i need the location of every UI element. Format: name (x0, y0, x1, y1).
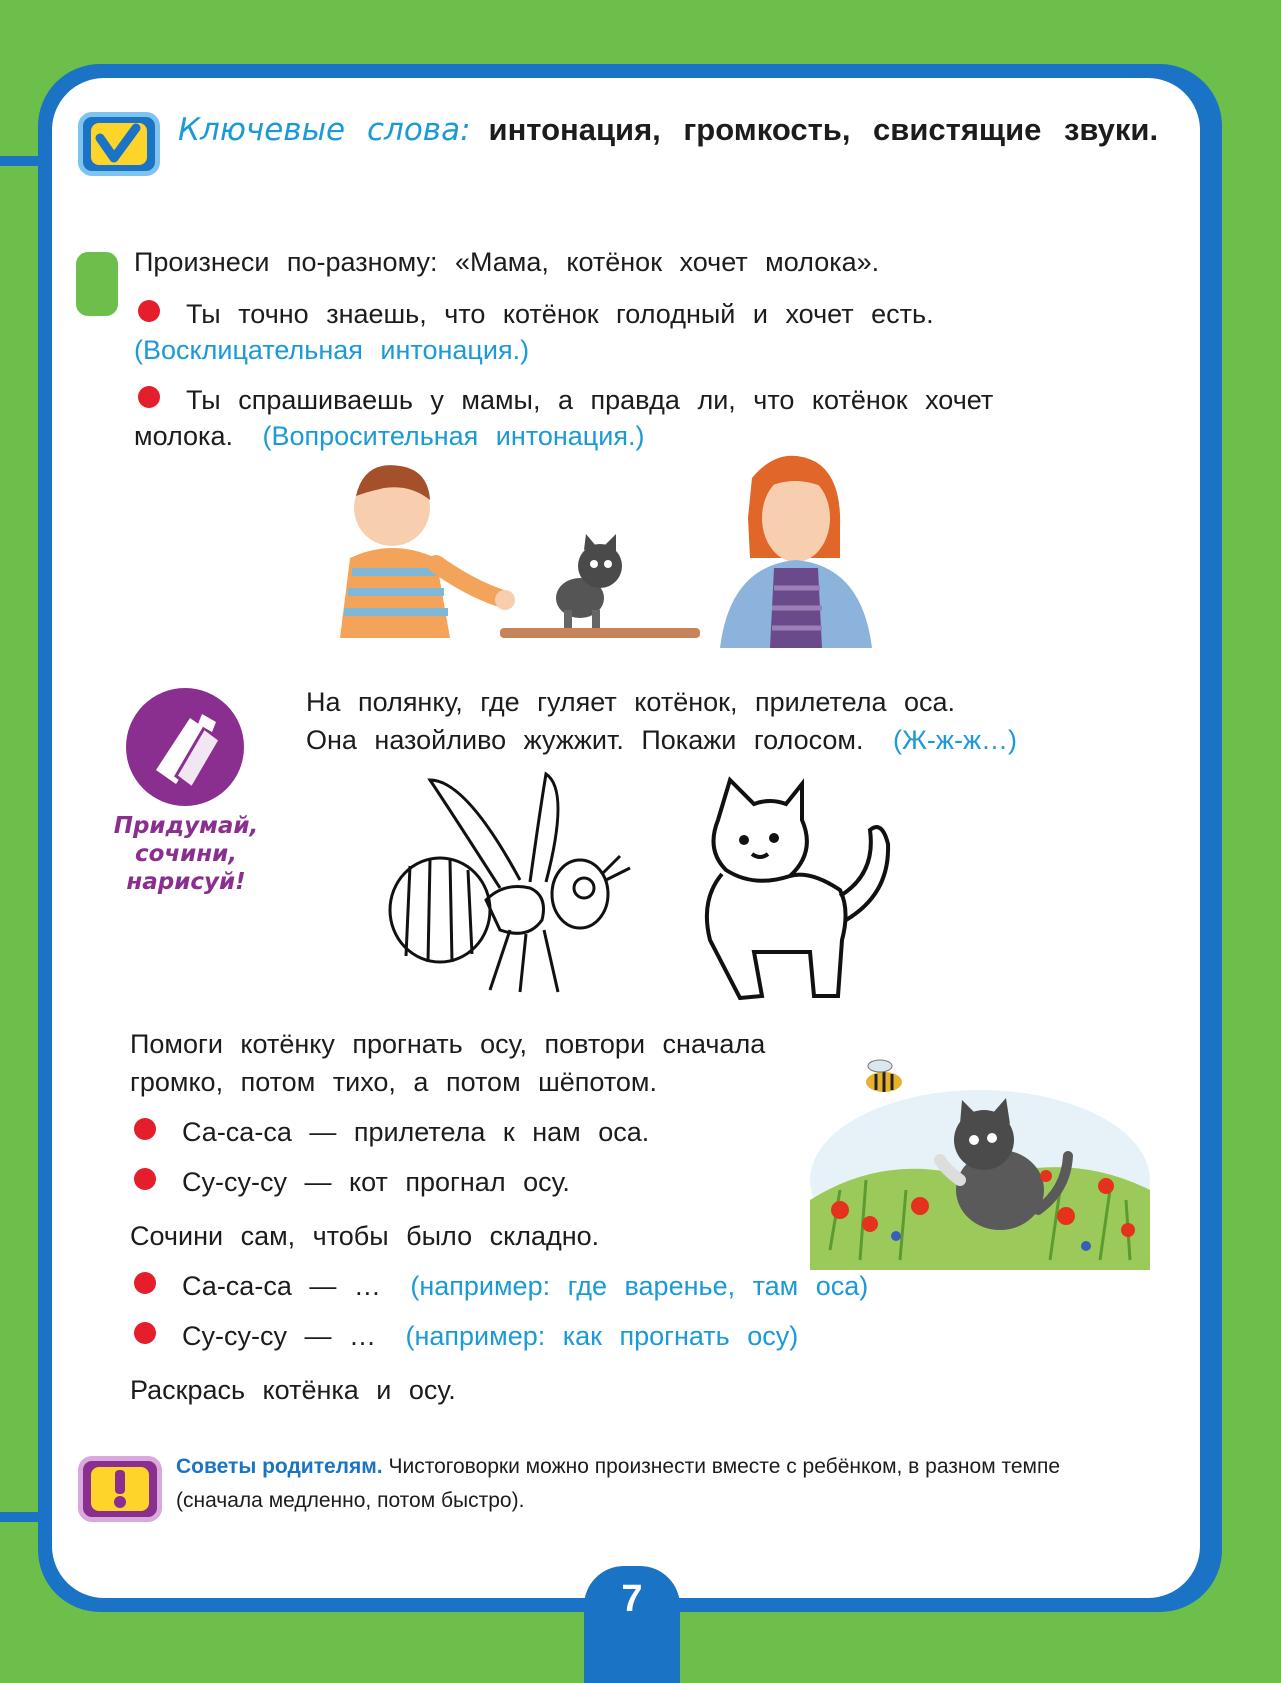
create-caption (96, 812, 276, 896)
create-caption-line: Придумай, (113, 813, 259, 839)
exercise2-line1: На полянку, где гуляет котёнок, прилетела оса. (306, 687, 956, 717)
kitten-meadow-illustration (810, 1040, 1150, 1270)
rhyme-text: Са-са-са — прилетела к нам оса. (182, 1117, 650, 1147)
bullet-dot (134, 1322, 156, 1344)
exercise1-item1-text: Ты точно знаешь, что котёнок голодный и хочет есть. (186, 299, 934, 329)
bullet-dot (134, 1168, 156, 1190)
exercise1-item1-hint: (Восклицательная интонация.) (134, 335, 530, 365)
exercise3-line1: Помоги котёнку прогнать осу, повтори сначала (130, 1029, 766, 1059)
exercise1-item2-hint: (Вопросительная интонация.) (262, 421, 645, 451)
exercise2-line2-text: Она назойливо жужжит. Покажи голосом. (306, 725, 864, 755)
keywords-label: Ключевые слова: (178, 112, 471, 148)
rhyme-text: Су-су-су — кот прогнал осу. (182, 1167, 570, 1197)
exercise-marker (76, 252, 118, 316)
color-task: Раскрась котёнка и осу. (130, 1375, 456, 1405)
exercise2-line2 (306, 722, 1017, 759)
kitten-outline (707, 780, 888, 998)
kitten-figure (556, 534, 622, 628)
exercise1-item1 (138, 296, 934, 333)
rhyme-start: Са-са-са — … (182, 1271, 381, 1301)
coloring-outlines (370, 770, 910, 1010)
exercise1-item2 (138, 382, 993, 419)
wasp-outline (390, 774, 630, 992)
checkmark-icon (78, 112, 160, 176)
mother-figure (720, 456, 872, 648)
rhyme-hint: (например: как прогнать осу) (405, 1321, 799, 1351)
parents-advice (176, 1450, 1126, 1518)
boy-figure (340, 465, 515, 638)
frame-stripe (0, 156, 52, 166)
rhyme-item (134, 1114, 649, 1151)
frame-stripe (0, 1512, 52, 1522)
parents-text: Чистоговорки можно произнести вместе с ребёнком, в разном темпе (сначала медленно, потом быстро). (176, 1455, 1061, 1512)
exclamation-icon (78, 1456, 162, 1522)
bullet-dot (138, 386, 160, 408)
rhyme-item (134, 1268, 868, 1305)
create-caption-line: сочини, (134, 841, 238, 867)
create-caption-line: нарисуй! (126, 869, 246, 895)
rhyme-item (134, 1164, 570, 1201)
exercise2-hint: (Ж-ж-ж…) (893, 725, 1018, 755)
exercise1-intro: Произнеси по-разному: «Мама, котёнок хочет молока». (134, 247, 880, 277)
parents-title: Советы родителям. (176, 1455, 383, 1478)
rhyme-start: Су-су-су — … (182, 1321, 376, 1351)
rhyme-item (134, 1318, 798, 1355)
keywords-words: интонация, громкость, свистящие звуки. (488, 112, 1159, 147)
bullet-dot (134, 1272, 156, 1294)
bullet-dot (134, 1118, 156, 1140)
rhyme-hint: (например: где варенье, там оса) (410, 1271, 869, 1301)
compose-task: Сочини сам, чтобы было складно. (130, 1221, 600, 1251)
exercise1-item2-text-end: молока. (134, 421, 233, 451)
exercise3-line2: громко, потом тихо, а потом шёпотом. (130, 1067, 657, 1097)
wasp-figure (866, 1060, 902, 1092)
keywords-line (178, 108, 1158, 152)
exercise1-item2-text: Ты спрашиваешь у мамы, а правда ли, что котёнок хочет (186, 385, 994, 415)
pencils-icon (126, 688, 244, 806)
boy-kitten-mother-illustration (300, 448, 900, 658)
bullet-dot (138, 300, 160, 322)
page-number: 7 (621, 1578, 643, 1620)
